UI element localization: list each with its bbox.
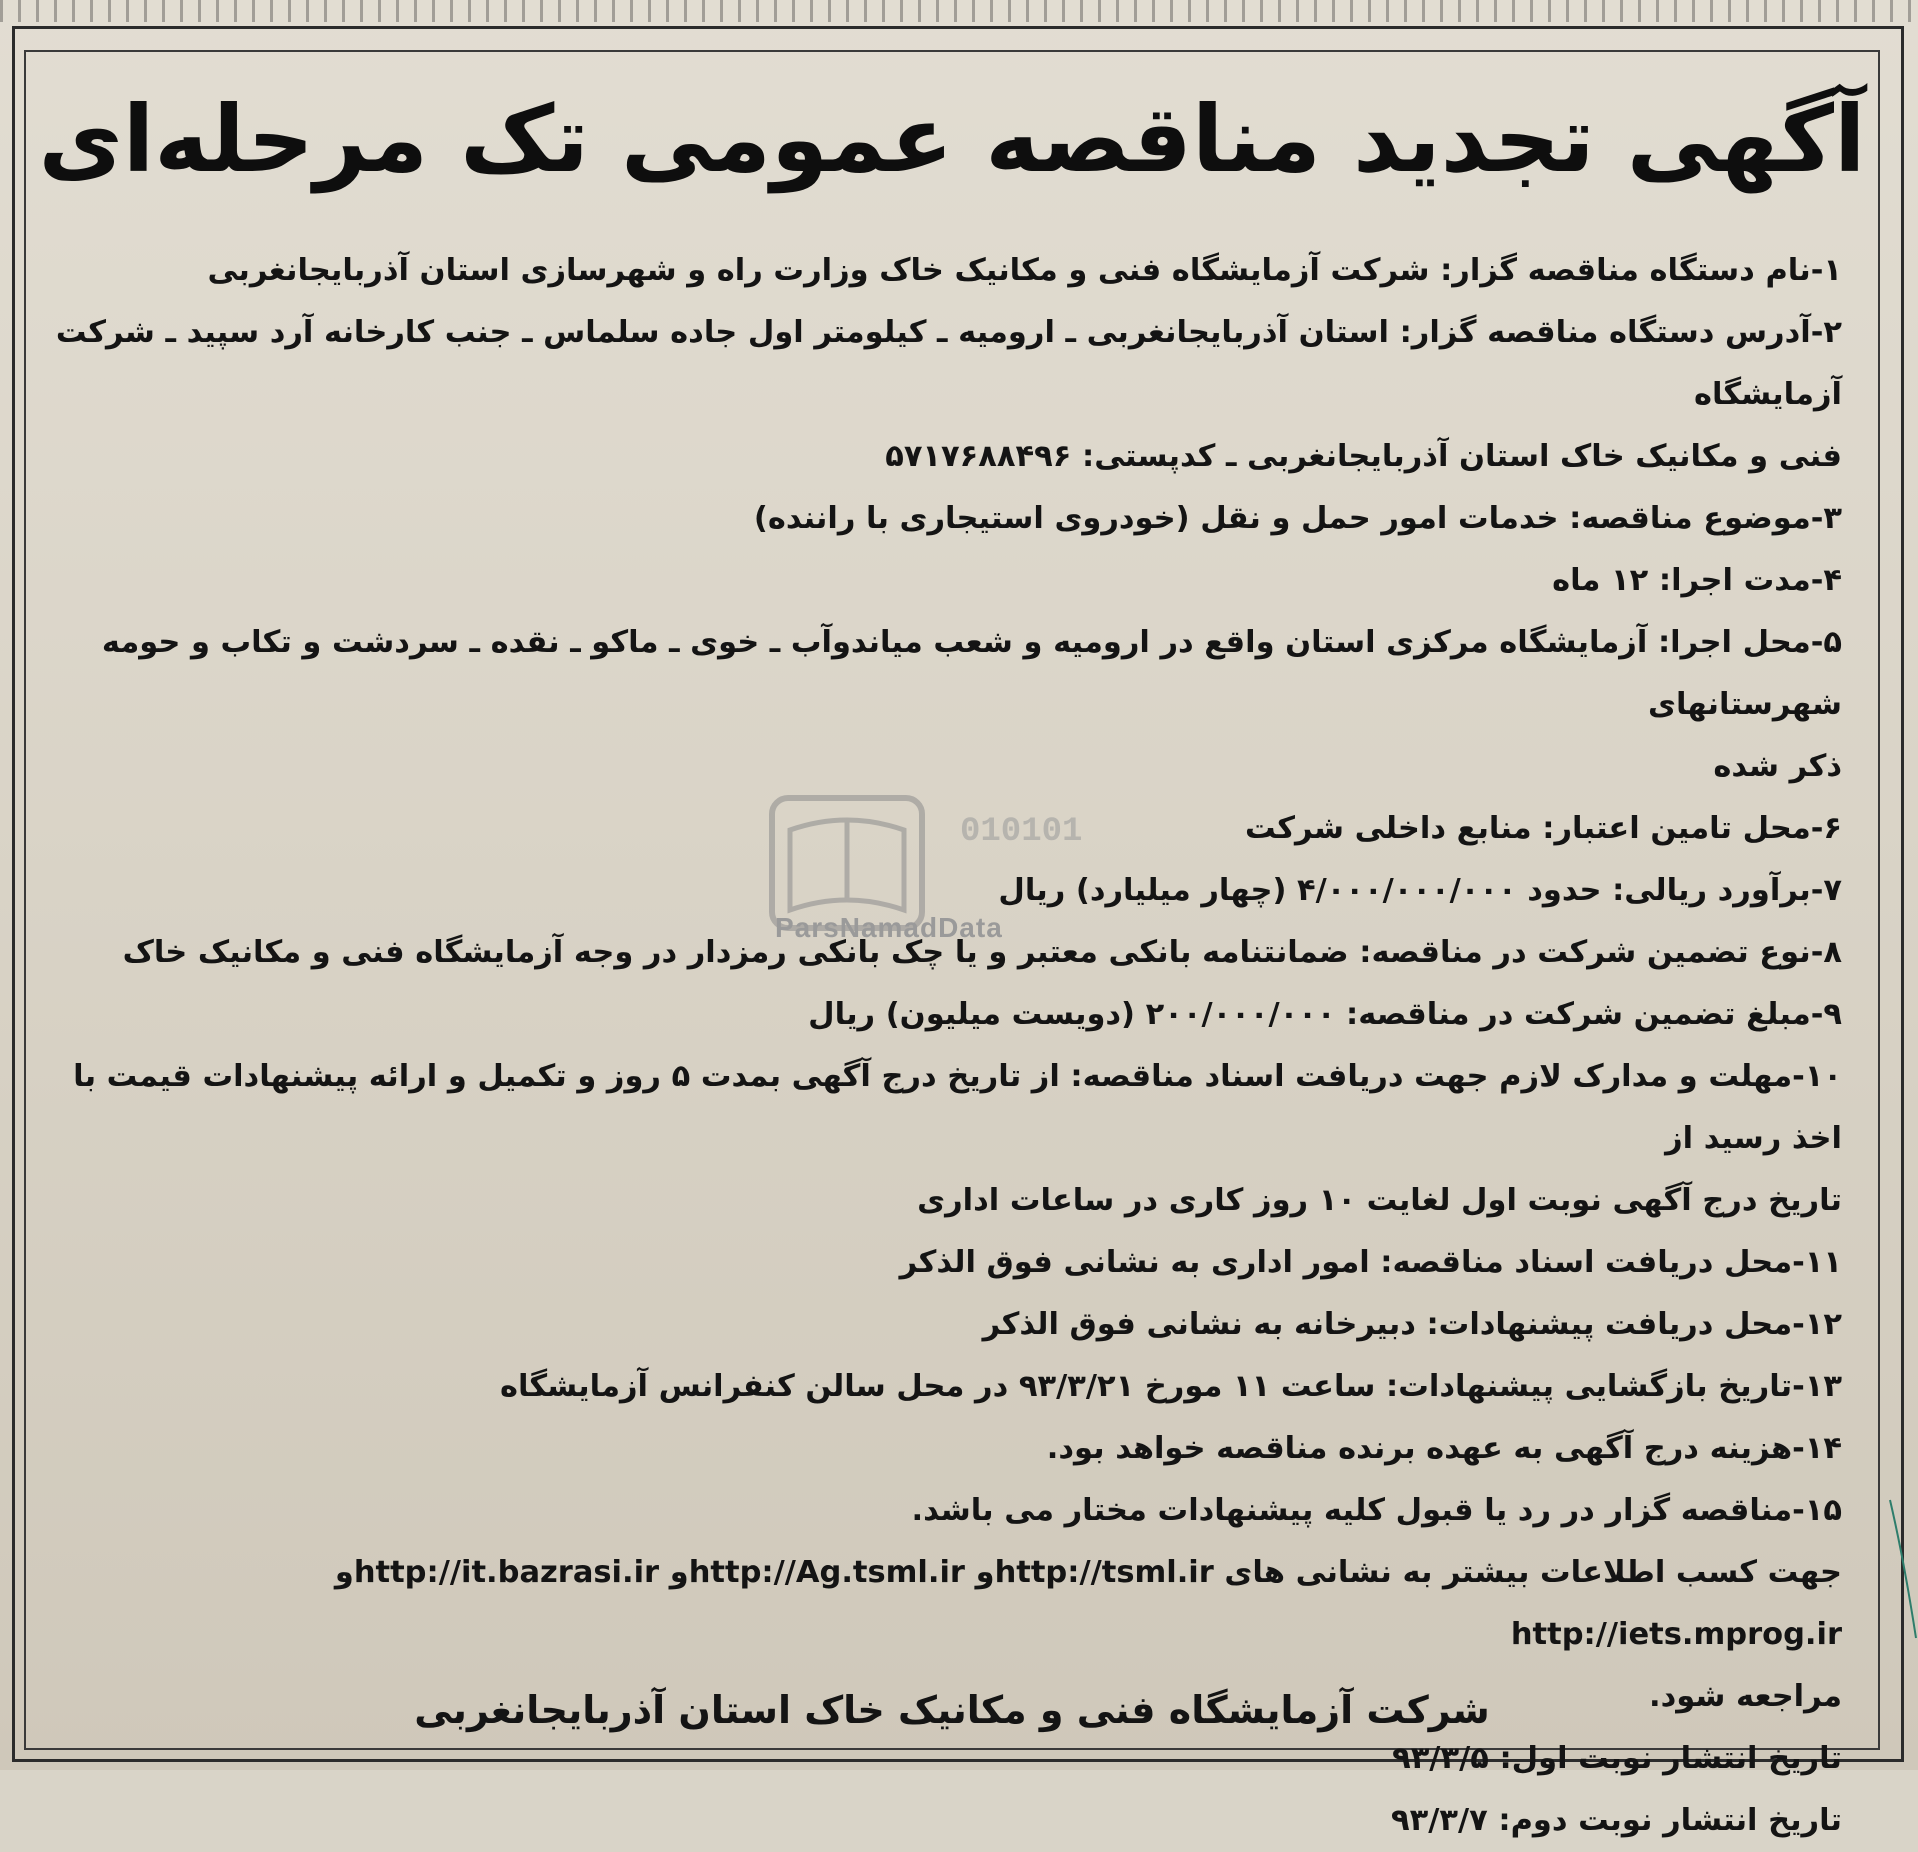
url-tsml: http://tsml.ir — [994, 1555, 1214, 1590]
more-info-prefix: جهت کسب اطلاعات بیشتر به نشانی های — [1224, 1555, 1842, 1590]
item-5: ۵-محل اجرا: آزمایشگاه مرکزی استان واقع در ارومیه و شعب میاندوآب ـ خوی ـ ماکو ـ نقده ـ سردشت و تکاب و حومه شهرستانهای — [101, 625, 1842, 722]
conj-1: و — [975, 1555, 995, 1590]
watermark-digits: 010101 — [960, 813, 1083, 851]
item-6: ۶-محل تامین اعتبار: منابع داخلی شرکت — [1244, 811, 1842, 846]
conj-3: و — [334, 1555, 354, 1590]
watermark-text: ParsNamadData — [775, 912, 1003, 943]
item-14: ۱۴-هزینه درج آگهی به عهده برنده مناقصه خواهد بود. — [1046, 1431, 1842, 1466]
item-3: ۳-موضوع مناقصه: خدمات امور حمل و نقل (خودروی استیجاری با راننده) — [753, 501, 1842, 536]
item-4: ۴-مدت اجرا: ۱۲ ماه — [1552, 563, 1842, 598]
item-7: ۷-برآورد ریالی: حدود ۴/۰۰۰/۰۰۰/۰۰۰ (چهار میلیارد) ریال — [998, 873, 1842, 908]
item-13: ۱۳-تاریخ بازگشایی پیشنهادات: ساعت ۱۱ مورخ ۹۳/۳/۲۱ در محل سالن کنفرانس آزمایشگاه — [499, 1369, 1842, 1404]
item-12: ۱۲-محل دریافت پیشنهادات: دبیرخانه به نشانی فوق الذکر — [982, 1307, 1842, 1342]
notice-title: آگهی تجدید مناقصه عمومی تک مرحله‌ای — [38, 86, 1866, 193]
item-2-cont: فنی و مکانیک خاک استان آذربایجانغربی ـ کدپستی: ۵۷۱۷۶۸۸۴۹۶ — [885, 439, 1842, 474]
cropped-adjacent-text — [0, 0, 1918, 22]
publish-date-first: تاریخ انتشار نوبت اول: ۹۳/۳/۵ — [1392, 1741, 1842, 1776]
item-15: ۱۵-مناقصه گزار در رد یا قبول کلیه پیشنهادات مختار می باشد. — [911, 1493, 1842, 1528]
item-1: ۱-نام دستگاه مناقصه گزار: شرکت آزمایشگاه فنی و مکانیک خاک وزارت راه و شهرسازی استان آذربایجانغربی — [207, 253, 1842, 288]
publish-date-second: تاریخ انتشار نوبت دوم: ۹۳/۳/۷ — [1391, 1803, 1842, 1838]
item-2: ۲-آدرس دستگاه مناقصه گزار: استان آذربایجانغربی ـ ارومیه ـ کیلومتر اول جاده سلماس ـ جنب کارخانه آرد سپید ـ شرکت آزمایشگاه — [55, 315, 1842, 412]
url-mprog: http://iets.mprog.ir — [1510, 1617, 1842, 1652]
more-info-suffix: مراجعه شود. — [1649, 1679, 1842, 1714]
item-10-cont: تاریخ درج آگهی نوبت اول لغایت ۱۰ روز کاری در ساعات اداری — [917, 1183, 1842, 1218]
item-5-cont: ذکر شده — [1713, 749, 1842, 784]
item-11: ۱۱-محل دریافت اسناد مناقصه: امور اداری به نشانی فوق الذکر — [899, 1245, 1842, 1280]
url-bazrasi: http://it.bazrasi.ir — [353, 1555, 660, 1590]
more-info-line — [42, 1542, 1842, 1666]
item-9: ۹-مبلغ تضمین شرکت در مناقصه: ۲۰۰/۰۰۰/۰۰۰ (دویست میلیون) ریال — [808, 997, 1842, 1032]
issuer-signature: شرکت آزمایشگاه فنی و مکانیک خاک استان آذربایجانغربی — [414, 1688, 1490, 1732]
url-ag-tsml: http://Ag.tsml.ir — [688, 1555, 965, 1590]
item-8: ۸-نوع تضمین شرکت در مناقصه: ضمانتنامه بانکی معتبر و یا چک بانکی رمزدار در وجه آزمایشگاه فنی و مکانیک خاک — [122, 935, 1842, 970]
edge-pen-mark — [1888, 1500, 1918, 1640]
notice-body — [42, 240, 1842, 1852]
conj-2: و — [669, 1555, 689, 1590]
item-10: ۱۰-مهلت و مدارک لازم جهت دریافت اسناد مناقصه: از تاریخ درج آگهی بمدت ۵ روز و تکمیل و ارائه پیشنهادات قیمت با اخذ رسید از — [73, 1059, 1842, 1156]
